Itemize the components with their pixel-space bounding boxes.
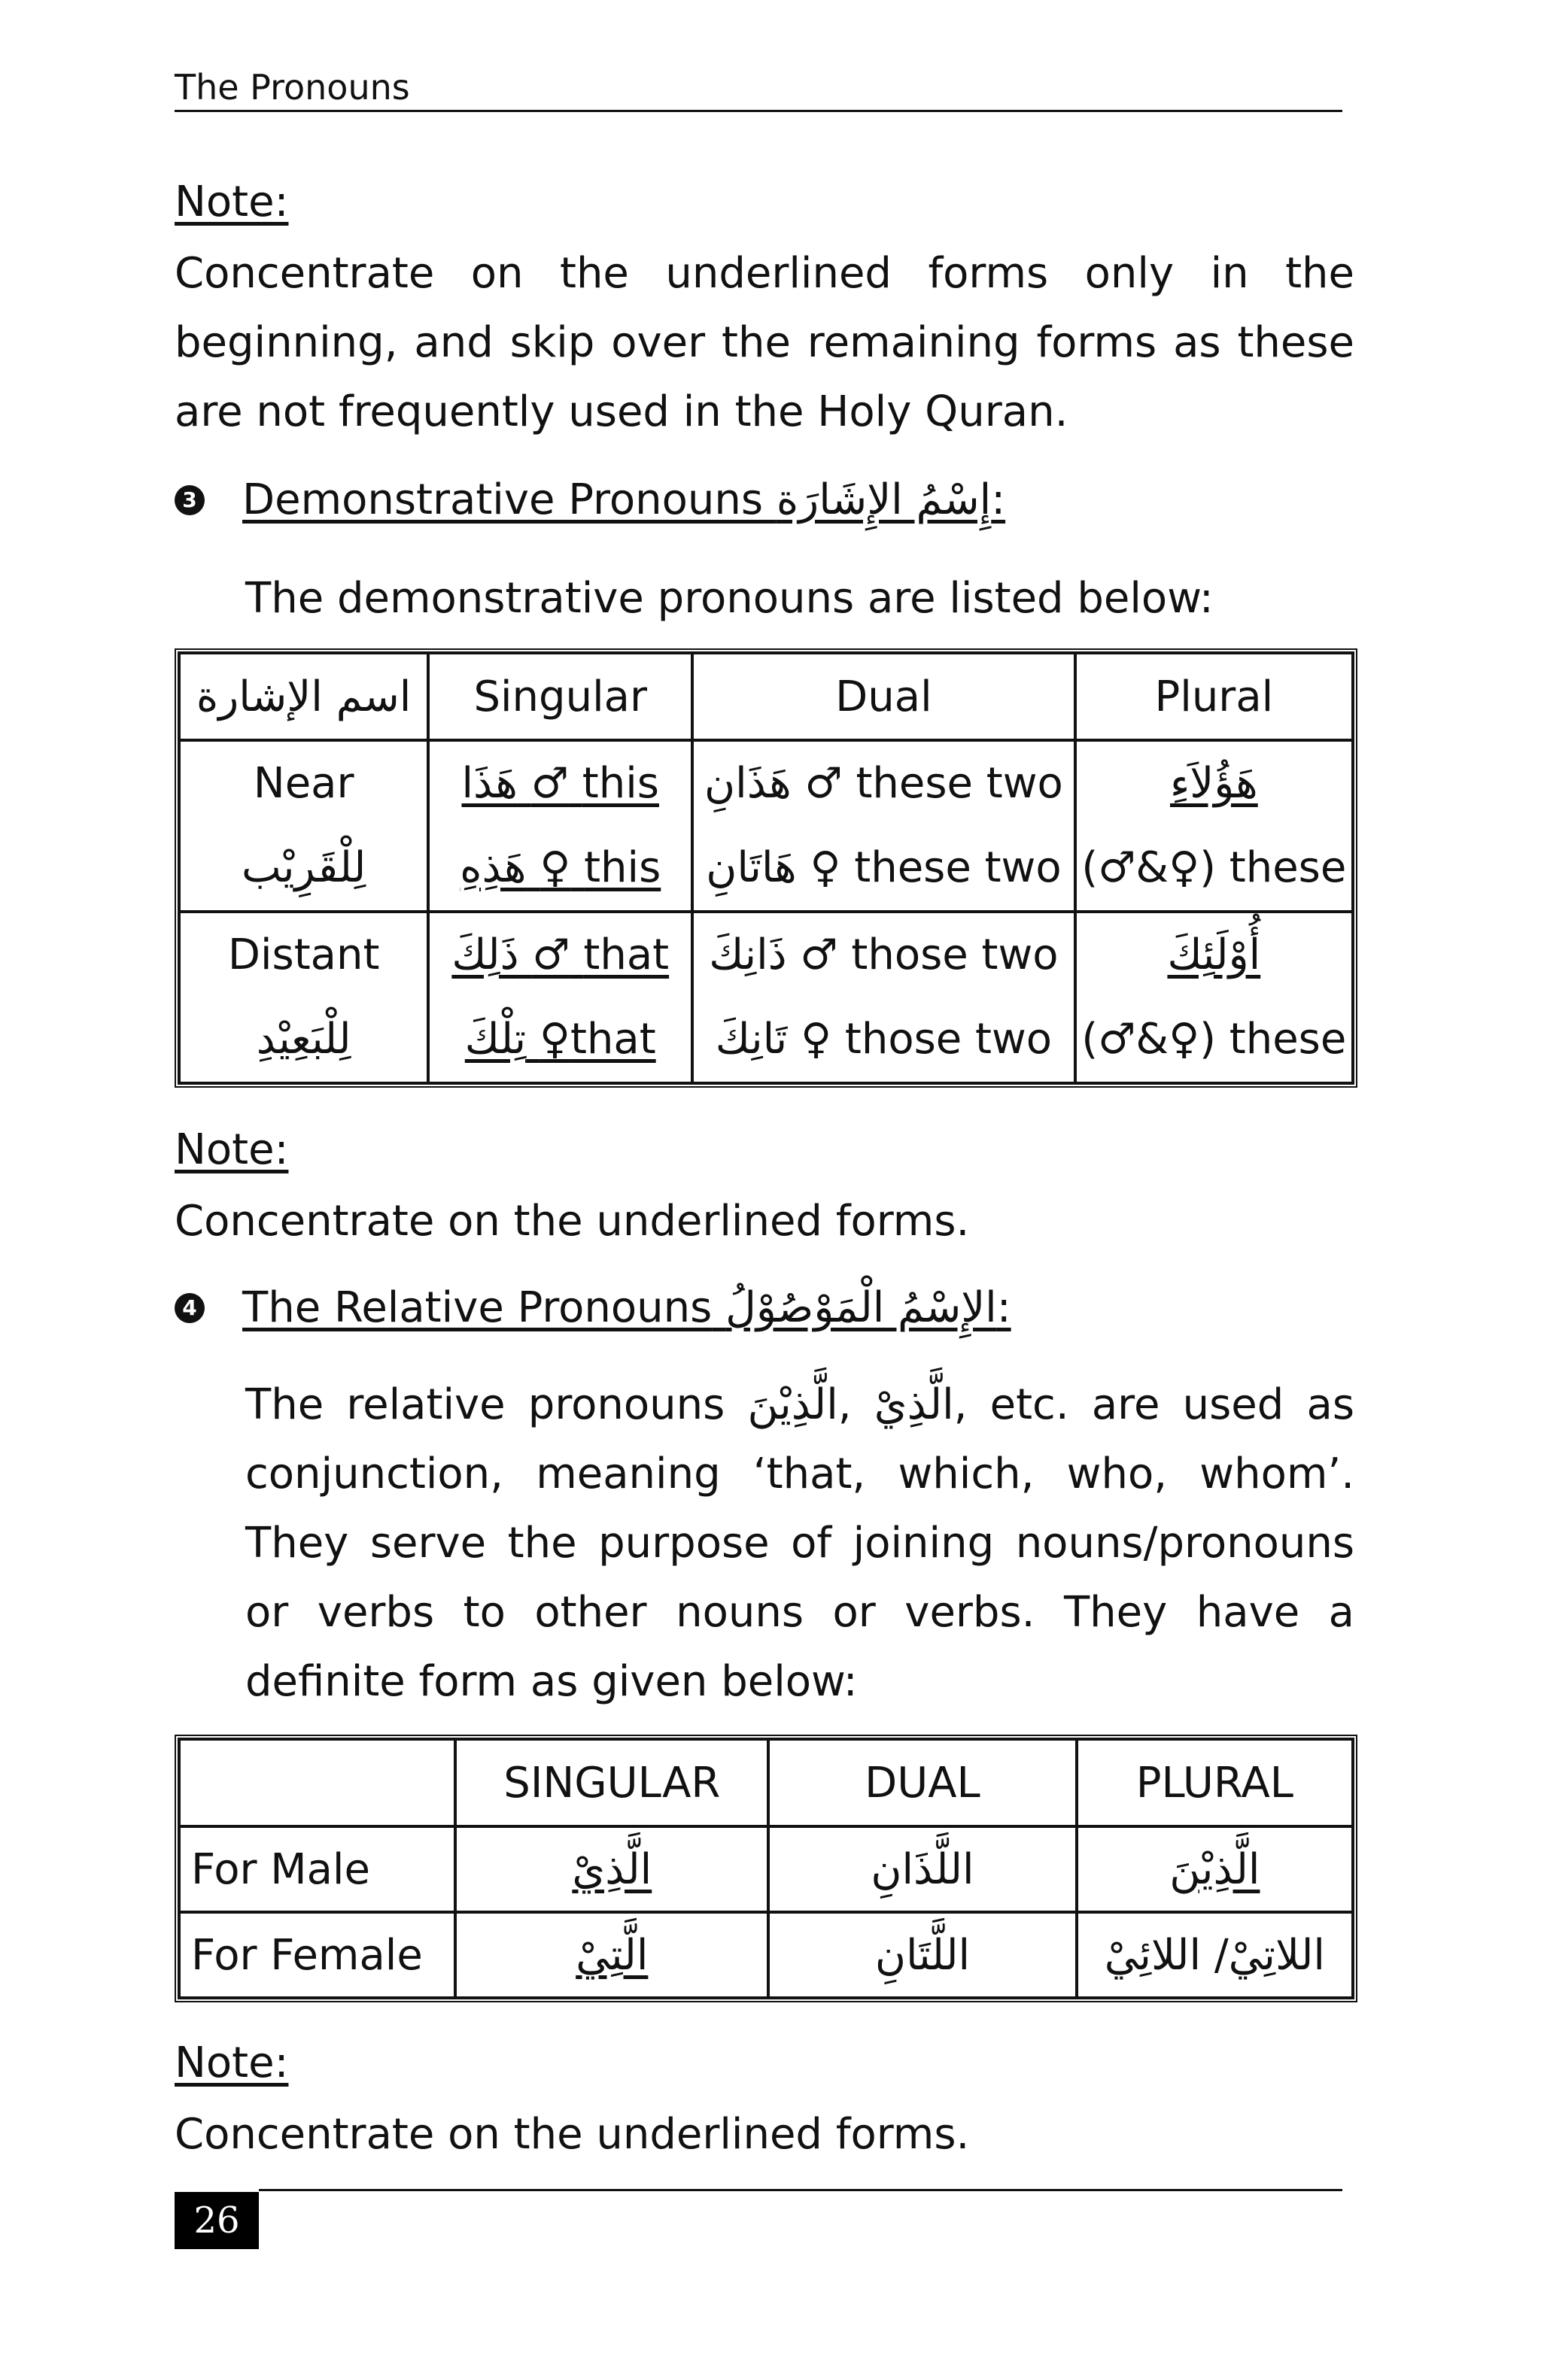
pronoun-ar: ذَانِكَ <box>709 930 787 979</box>
row-label-cell <box>179 740 428 912</box>
row-label: For Female <box>179 1912 455 1998</box>
singular-cell: الَّتِيْ <box>455 1912 768 1998</box>
note-title: Note: <box>175 178 289 226</box>
pronoun-ar: ذَلِكَ <box>451 930 519 979</box>
relative-pronouns-table <box>175 1735 1357 2002</box>
plural-cell <box>1075 740 1353 912</box>
plural-cell <box>1075 912 1353 1083</box>
section-title-suffix: : <box>996 1283 1011 1332</box>
male-symbol-icon: ♂ <box>800 930 838 979</box>
pronoun-ar: هَاتَانِ <box>706 843 797 892</box>
footer-rule <box>259 2189 1342 2191</box>
note-text: Concentrate on the underlined forms. <box>175 2110 970 2159</box>
table-header-cell <box>179 1739 455 1826</box>
pronoun-en: (♂&♀) these <box>1081 843 1347 892</box>
section-title <box>242 475 1005 524</box>
male-symbol-icon: ♂ <box>532 930 570 979</box>
female-symbol-icon: ♀ <box>540 843 571 892</box>
pronoun-form <box>694 997 1074 1082</box>
row-label: For Male <box>179 1826 455 1912</box>
female-symbol-icon: ♀ <box>801 1015 832 1064</box>
pronoun-ar: هَذَا <box>461 759 518 808</box>
singular-cell <box>428 740 692 912</box>
pronoun-en: those two <box>844 1015 1053 1064</box>
para-arabic: الَّذِيْنَ <box>747 1380 838 1429</box>
plural-cell: الَّذِيْنَ <box>1077 1826 1353 1912</box>
section-title-ar: إِسْمُ الإِشَارَة <box>776 475 992 524</box>
singular-cell: الَّذِيْ <box>455 1826 768 1912</box>
male-symbol-icon: ♂ <box>530 759 569 808</box>
relative-pronouns-paragraph <box>245 1371 1354 1717</box>
pronoun-en: this <box>584 843 661 892</box>
plural-cell: اللاتِيْ/ اللائِيْ <box>1077 1912 1353 1998</box>
pronoun-en: that <box>583 930 670 979</box>
page-number: 26 <box>175 2192 259 2249</box>
dual-cell <box>692 740 1075 912</box>
note-text: Concentrate on the underlined forms only in the beginning, and skip over the remaining forms as these are not frequently used in the Holy Quran. <box>175 249 1354 436</box>
para-text: , <box>837 1380 874 1429</box>
table-row <box>179 912 1353 1083</box>
para-arabic: الَّذِيْ <box>874 1380 954 1429</box>
table-row <box>179 740 1353 912</box>
pronoun-form <box>430 742 691 826</box>
section-heading-relative <box>175 1283 1011 1332</box>
running-head: The Pronouns <box>175 65 1342 112</box>
pronoun-form <box>430 826 691 910</box>
table-row <box>179 1826 1353 1912</box>
table-header-cell: Singular <box>428 653 692 740</box>
table-header-cell: Dual <box>692 653 1075 740</box>
section-title-en: Demonstrative Pronouns <box>242 475 764 524</box>
table-header-cell: اسم الإشارة <box>179 653 428 740</box>
section-intro: The demonstrative pronouns are listed below: <box>245 574 1214 623</box>
para-text: The relative pronouns <box>245 1380 748 1429</box>
dual-cell: اللَّذَانِ <box>768 1826 1077 1912</box>
pronoun-ar: هَذَانِ <box>704 759 792 808</box>
male-symbol-icon: ♂ <box>804 759 843 808</box>
pronoun-form <box>430 913 691 997</box>
section-title-ar: الإِسْمُ الْمَوْصُوْلُ <box>725 1283 997 1332</box>
table-row <box>179 1912 1353 1998</box>
table-header-cell: DUAL <box>768 1739 1077 1826</box>
para-text: , etc. are used as conjunction, meaning ‘that, which, who, whom’. They serve the purpose of joining nouns/pronouns or verbs to other nouns or verbs. They have a definite form as given below: <box>245 1380 1354 1706</box>
note-text: Concentrate on the underlined forms. <box>175 1197 970 1246</box>
row-label-en: Near <box>253 759 354 808</box>
pronoun-ar: تِلْكَ <box>464 1015 527 1064</box>
table-header-cell: PLURAL <box>1077 1739 1353 1826</box>
pronoun-en: (♂&♀) these <box>1081 1015 1347 1064</box>
section-title <box>242 1283 1011 1332</box>
row-label-en: Distant <box>227 930 380 979</box>
pronoun-ar: أُوْلَئِكَ <box>1167 930 1261 979</box>
row-label-cell <box>179 912 428 1083</box>
note-title: Note: <box>175 1125 289 1174</box>
pronoun-ar: هَذِهِ <box>460 843 527 892</box>
section-number-badge: 4 <box>175 1293 205 1323</box>
dual-cell: اللَّتَانِ <box>768 1912 1077 1998</box>
pronoun-en: these two <box>856 759 1063 808</box>
pronoun-en: those two <box>851 930 1059 979</box>
table-header-cell: SINGULAR <box>455 1739 768 1826</box>
row-label-ar: لِلْقَرِيْب <box>241 843 366 892</box>
pronoun-form <box>694 742 1074 826</box>
pronoun-en: these two <box>854 843 1062 892</box>
female-symbol-icon: ♀ <box>539 1015 570 1064</box>
section-heading-demonstrative <box>175 475 1005 524</box>
female-symbol-icon: ♀ <box>810 843 841 892</box>
pronoun-ar: تَانِكَ <box>715 1015 788 1064</box>
pronoun-form <box>694 913 1074 997</box>
pronoun-form <box>430 997 691 1082</box>
singular-cell <box>428 912 692 1083</box>
section-title-suffix: : <box>991 475 1006 524</box>
pronoun-ar: هَؤُلاَءِ <box>1169 759 1258 808</box>
table-header-cell: Plural <box>1075 653 1353 740</box>
pronoun-form <box>694 826 1074 910</box>
section-title-en: The Relative Pronouns <box>242 1283 713 1332</box>
demonstrative-pronouns-table <box>175 648 1357 1088</box>
table-header-row <box>179 653 1353 740</box>
pronoun-en: this <box>582 759 659 808</box>
section-number-badge: 3 <box>175 485 205 515</box>
row-label-ar: لِلْبَعِيْدِ <box>256 1015 351 1064</box>
pronoun-en: that <box>570 1015 656 1064</box>
table-header-row <box>179 1739 1353 1826</box>
note-title: Note: <box>175 2038 289 2087</box>
dual-cell <box>692 912 1075 1083</box>
